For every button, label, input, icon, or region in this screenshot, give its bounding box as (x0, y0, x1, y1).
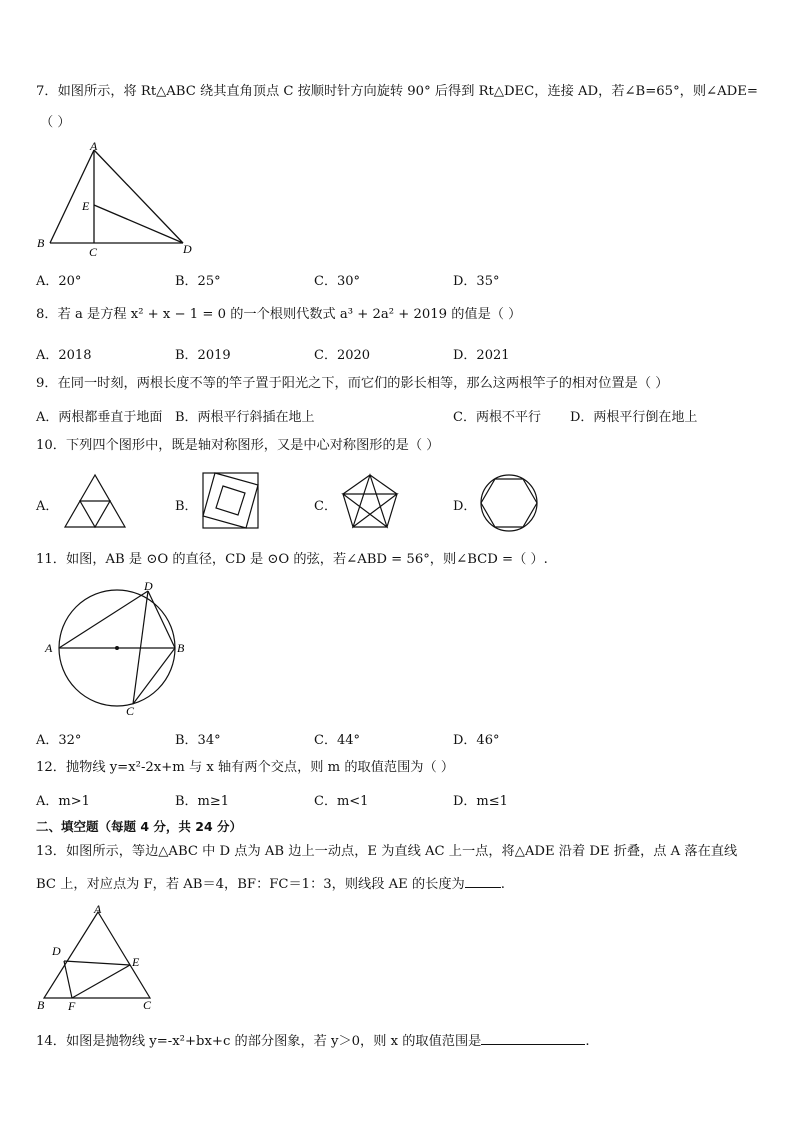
q9-stem: 9．在同一时刻，两根长度不等的竿子置于阳光之下，而它们的影长相等，那么这两根竿子的相对位置是（ ） (36, 376, 669, 391)
section-title-fill-in: 二、填空题（每题 4 分，共 24 分） (36, 819, 243, 834)
q8-option-a: A．2018 (36, 348, 92, 363)
q14-stem-end: . (585, 1034, 590, 1049)
q11-option-b: B．34° (175, 733, 221, 748)
q13-stem-line2-end: . (500, 877, 505, 892)
q7-option-b: B．25° (175, 274, 221, 289)
q11-figure-circle (40, 580, 200, 720)
q7-segment-ab (50, 150, 94, 243)
q9-option-d: D．两根平行倒在地上 (570, 410, 698, 425)
q10-option-c: C． (314, 499, 337, 514)
q14-answer-blank[interactable] (481, 1031, 585, 1045)
q11-label-b: B (177, 641, 185, 655)
q7-option-c: C．30° (314, 274, 360, 289)
q14-stem-line (36, 1031, 590, 1051)
q7-segment-ed (94, 205, 183, 243)
q13-figure-triangle (32, 902, 162, 1017)
q12-option-d: D．m≤1 (453, 794, 508, 809)
q13-stem-line2 (36, 874, 505, 894)
q7-answer-paren: （ ） (40, 115, 71, 130)
q10-option-a: A． (36, 499, 59, 514)
q13-stem-line2-text: BC 上，对应点为 F，若 AB＝4，BF：FC＝1：3，则线段 AE 的长度为 (36, 877, 465, 892)
q11-option-a: A．32° (36, 733, 82, 748)
q7-label-a: A (90, 140, 98, 153)
q13-stem-line1: 13．如图所示，等边△ABC 中 D 点为 AB 边上一动点，E 为直线 AC 上一点，将△ADE 沿着 DE 折叠，点 A 落在直线 (36, 844, 738, 859)
q7-option-a: A．20° (36, 274, 82, 289)
q9-option-b: B．两根平行斜插在地上 (175, 410, 315, 425)
q10-figure-b-square (201, 471, 261, 531)
q13-label-f: F (68, 999, 76, 1013)
q10-option-d: D． (453, 499, 477, 514)
q8-option-d: D．2021 (453, 348, 510, 363)
q14-stem-text: 14．如图是抛物线 y=-x²+bx+c 的部分图象，若 y＞0，则 x 的取值范围是 (36, 1034, 482, 1049)
q7-label-d: D (183, 242, 192, 256)
q12-option-c: C．m<1 (314, 794, 369, 809)
q12-stem: 12．抛物线 y=x²-2x+m 与 x 轴有两个交点，则 m 的取值范围为（ ） (36, 760, 455, 775)
q10-figure-a-triangle (62, 472, 128, 530)
q8-option-c: C．2020 (314, 348, 371, 363)
q7-segment-ad (94, 150, 183, 243)
q13-label-a: A (94, 902, 102, 916)
q13-label-e: E (132, 955, 140, 969)
q10-figure-d-hexagon (478, 473, 540, 533)
q12-option-b: B．m≥1 (175, 794, 230, 809)
q11-stem: 11．如图，AB 是 ⊙O 的直径，CD 是 ⊙O 的弦，若∠ABD = 56°，则∠BCD =（ ）. (36, 552, 548, 567)
q9-option-a: A．两根都垂直于地面 (36, 410, 163, 425)
q13-label-b: B (37, 998, 45, 1012)
q12-option-a: A．m>1 (36, 794, 90, 809)
q8-stem: 8．若 a 是方程 x² + x − 1 = 0 的一个根则代数式 a³ + 2a² + 2019 的值是（ ） (36, 307, 522, 322)
q10-stem: 10．下列四个图形中，既是轴对称图形，又是中心对称图形的是（ ） (36, 438, 440, 453)
q7-figure (30, 140, 210, 260)
q8-option-b: B．2019 (175, 348, 231, 363)
q7-label-c: C (89, 245, 98, 259)
q11-label-d: D (144, 580, 153, 593)
q11-label-a: A (45, 641, 53, 655)
q13-answer-blank[interactable] (465, 874, 501, 888)
q11-label-c: C (126, 704, 135, 718)
q11-option-c: C．44° (314, 733, 360, 748)
q13-label-d: D (52, 944, 61, 958)
q7-stem: 7．如图所示，将 Rt△ABC 绕其直角顶点 C 按顺时针方向旋转 90° 后得到 Rt△DEC，连接 AD，若∠B=65°，则∠ADE= (36, 84, 758, 99)
q9-option-c: C．两根不平行 (453, 410, 541, 425)
q7-label-e: E (82, 199, 90, 213)
q7-option-d: D．35° (453, 274, 500, 289)
q7-label-b: B (37, 236, 45, 250)
q10-option-b: B． (175, 499, 198, 514)
q11-option-d: D．46° (453, 733, 500, 748)
q10-figure-c-star (339, 472, 401, 532)
q13-label-c: C (143, 998, 152, 1012)
